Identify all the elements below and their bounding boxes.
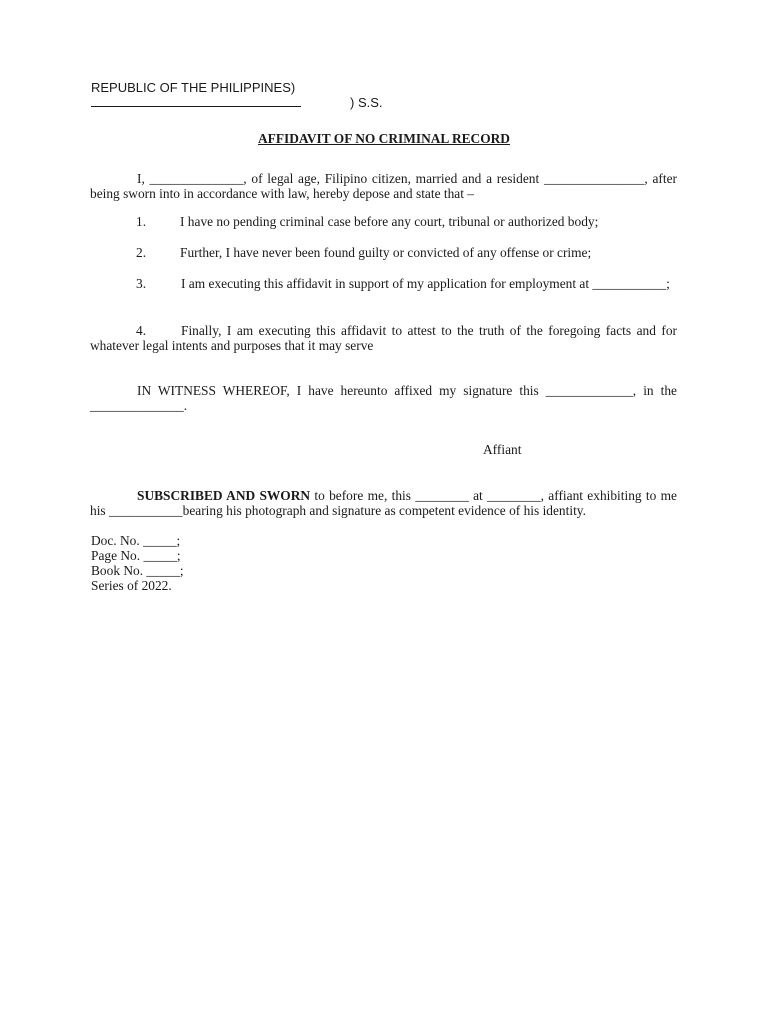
- list-item-text: I have no pending criminal case before any court, tribunal or authorized body;: [180, 214, 599, 229]
- intro-paragraph: I, ______________, of legal age, Filipino citizen, married and a resident _______________, after being sworn into in accordance with law, hereby depose and state that –: [90, 171, 677, 201]
- doc-no: Doc. No. _____;: [91, 533, 181, 548]
- ss-label: ) S.S.: [350, 95, 383, 110]
- list-item-text: Further, I have never been found guilty or convicted of any offense or crime;: [180, 245, 592, 260]
- witness-paragraph: IN WITNESS WHEREOF, I have hereunto affixed my signature this _____________, in the ______________.: [90, 383, 677, 413]
- list-item-number: 3.: [136, 276, 147, 291]
- jurat-bold-phrase: SUBSCRIBED AND SWORN: [137, 488, 311, 503]
- list-item-3: [90, 276, 677, 291]
- list-item-2: [90, 245, 677, 260]
- list-item-number: 1.: [136, 214, 147, 229]
- list-item-text: I am executing this affidavit in support of my application for employment at ___________;: [181, 276, 670, 291]
- republic-heading: REPUBLIC OF THE PHILIPPINES): [91, 80, 296, 95]
- list-item-number: 4.: [136, 323, 147, 338]
- series-year: Series of 2022.: [91, 578, 172, 593]
- list-item-4: [90, 323, 677, 353]
- list-item-text: Finally, I am executing this affidavit to attest to the truth of the foregoing facts and for whatever legal intents and purposes that it may serve: [90, 323, 677, 353]
- list-item-number: 2.: [136, 245, 147, 260]
- affiant-label: Affiant: [483, 442, 522, 457]
- jurat-paragraph: [90, 488, 677, 518]
- document-title: AFFIDAVIT OF NO CRIMINAL RECORD: [258, 131, 510, 146]
- book-no: Book No. _____;: [91, 563, 184, 578]
- page-no: Page No. _____;: [91, 548, 181, 563]
- jurat-text: to before me, this ________ at ________, affiant exhibiting to me his ___________bearing his photograph and signature as competent evidence of his identity.: [90, 488, 677, 518]
- venue-blank-line: [91, 106, 301, 107]
- list-item-1: [90, 214, 677, 229]
